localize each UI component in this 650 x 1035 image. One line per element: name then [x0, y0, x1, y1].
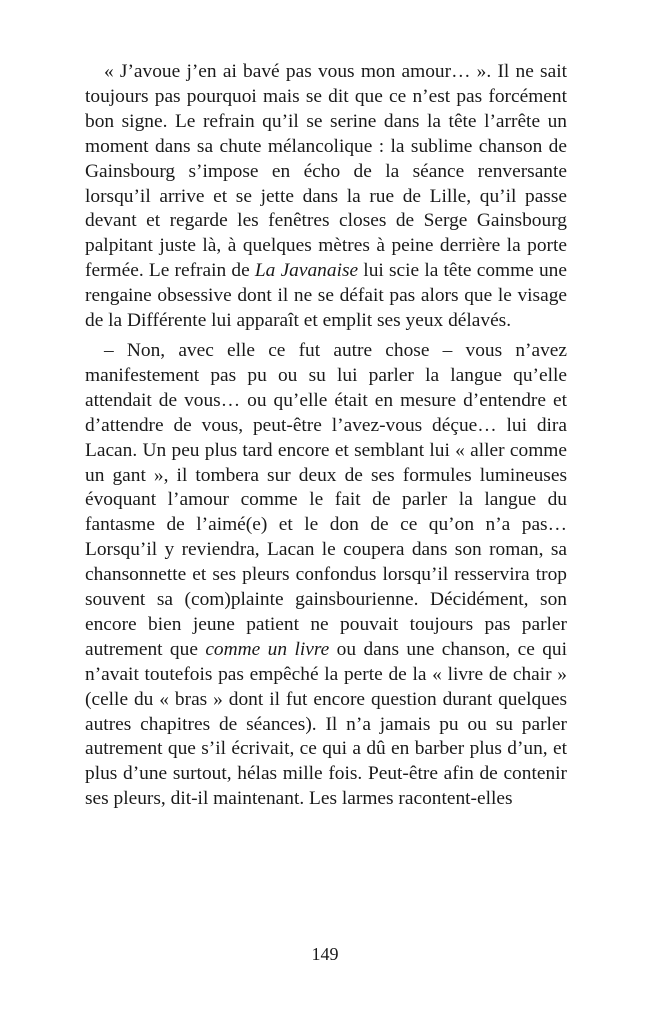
italic-phrase: comme un livre [205, 638, 330, 660]
paragraph-2-text-start: – Non, avec elle ce fut autre chose – vous n’avez manifestement pas pu ou su lui parler la langue qu’elle attendait de vous… ou qu’elle était en mesure d’entendre et d’attendre de vous, peut-être l’avez-vous déçue… lui dira Lacan. Un peu plus tard encore et semblant lui « aller comme un gant », il tombera sur deux de ses formules lumineuses évoquant l’amour comme le fait de parler la langue du fantasme de l’aimé(e) et le don de ce qu’on n’a pas… Lorsqu’il y reviendra, Lacan le coupera dans son roman, sa chansonnette et ses pleurs confondus lorsqu’il resservira trop souvent sa (com)plainte gainsbourienne. Décidément, son encore bien jeune patient ne pouvait toujours pas parler autrement que [85, 339, 567, 660]
paragraph-1-text-end: lui scie la tête comme une rengaine obsessive dont il ne se défait pas alors que le visage de la Différente lui apparaît et emplit ses yeux délavés. [85, 260, 567, 332]
paragraph-1-text-start: « J’avoue j’en ai bavé pas vous mon amour… ». Il ne sait toujours pas pourquoi mais se dit que ce n’est pas forcément bon signe. Le refrain qu’il se serine dans la tête l’arrête un moment dans sa chute mélancolique : la sublime chanson de Gainsbourg s’impose en écho de la séance renversante lorsqu’il arrive et se jette dans la rue de Lille, qu’il passe devant et regarde les fenêtres closes de Serge Gainsbourg palpitant juste là, à quelques mètres à peine derrière la porte fermée. Le refrain de [85, 61, 567, 282]
body-text [85, 60, 567, 812]
paragraph-2 [85, 339, 567, 812]
page-number: 149 [311, 944, 339, 964]
paragraph-1 [85, 60, 567, 334]
paragraph-2-text-end: ou dans une chanson, ce qui n’avait toutefois pas empêché la perte de la « livre de chair » (celle du « bras » dont il fut encore question durant quelques autres chapitres de séances). Il n’a jamais pu ou su parler autrement que s’il écrivait, ce qui a dû en barber plus d’un, et plus d’une surtout, hélas mille fois. Peut-être afin de contenir ses pleurs, dit-il maintenant. Les larmes racontent-elles [85, 638, 567, 810]
song-title-italic: La Javanaise [254, 260, 359, 282]
